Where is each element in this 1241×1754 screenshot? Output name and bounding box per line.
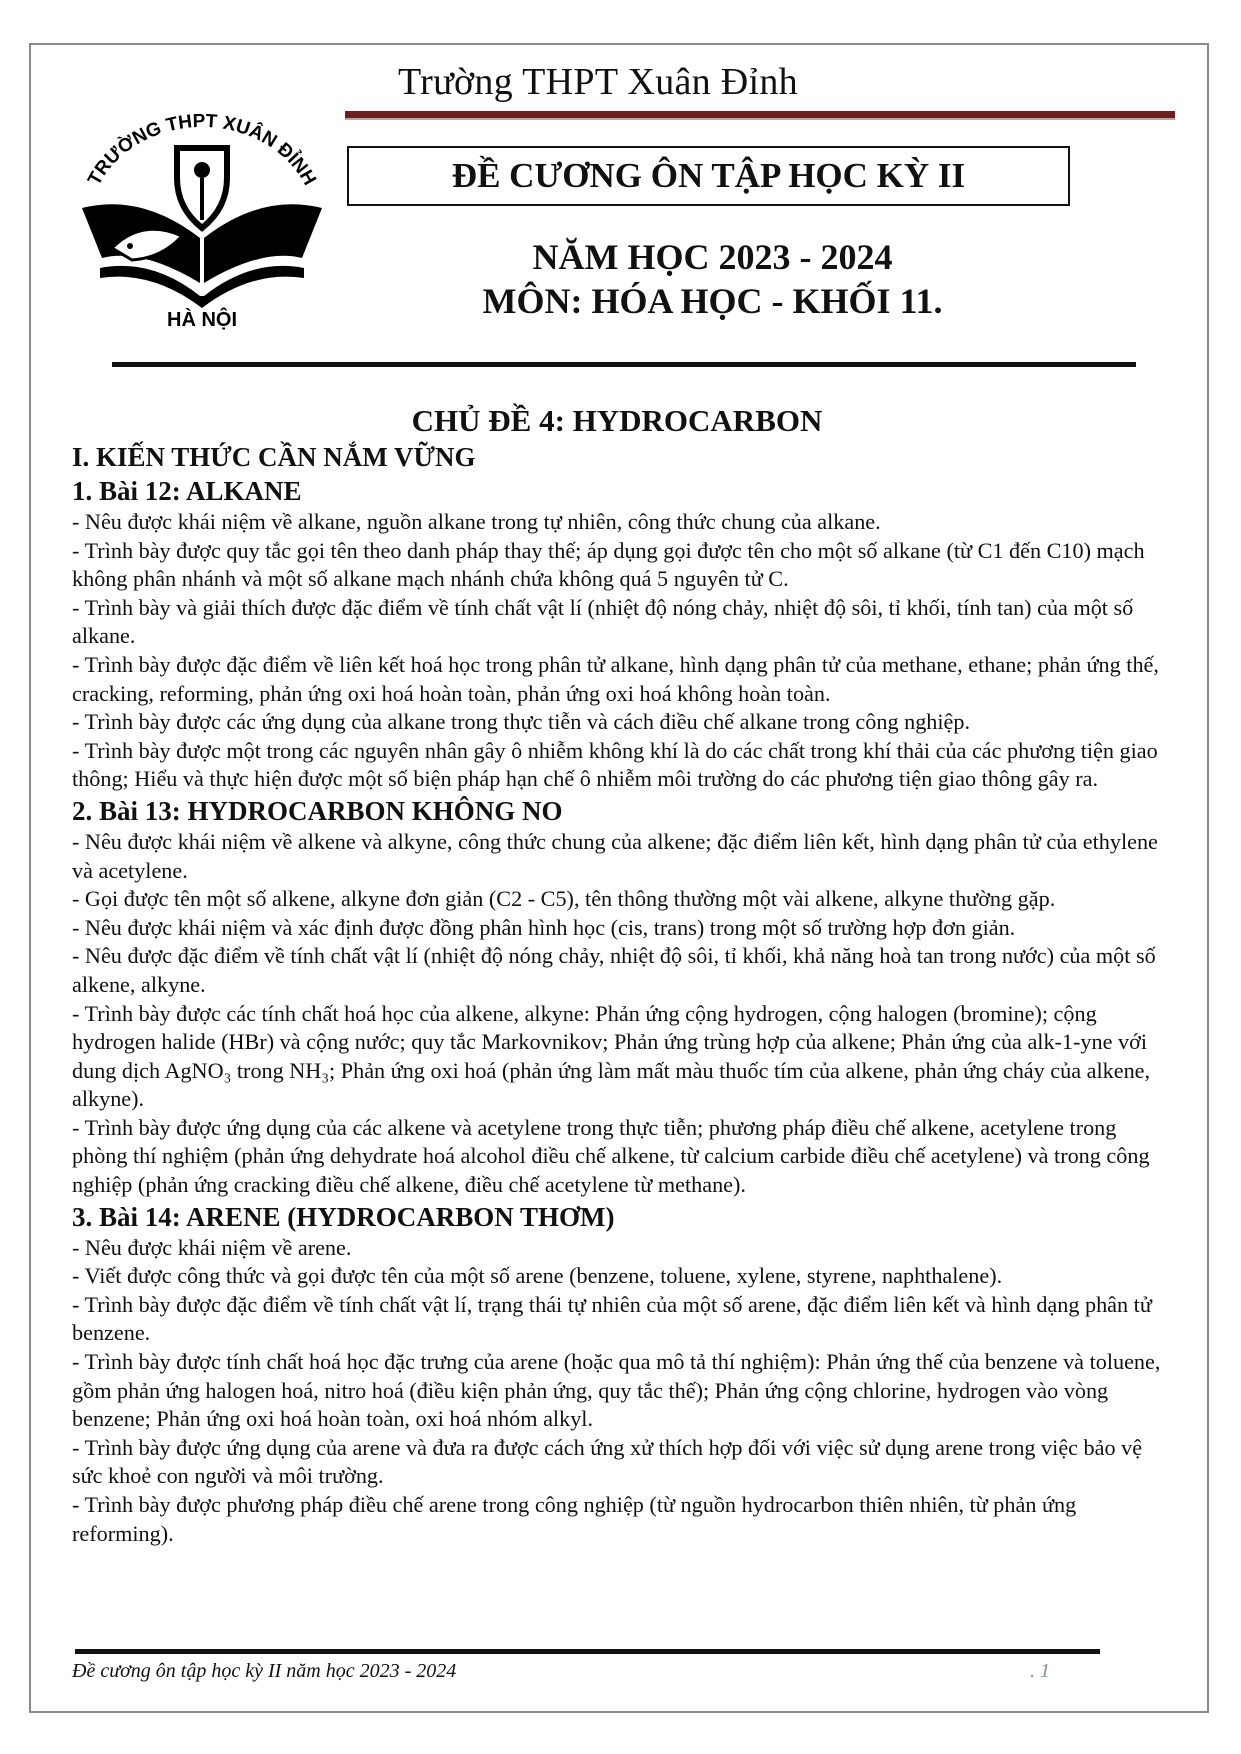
list-item: - Trình bày được tính chất hoá học đặc trưng của arene (hoặc qua mô tả thí nghiệm): Phản ứng thế của benzene và toluene, gồm phản ứng halogen hoá, nitro hoá (điều kiện phản ứng, quy tắc thế); Phản ứng cộng chlorine, hydrogen vào vòng benzene; Phản ứng oxi hoá hoàn toàn, oxi hoá nhóm alkyl. [72, 1349, 1161, 1432]
list-item: - Trình bày được các tính chất hoá học của alkene, alkyne: Phản ứng cộng hydrogen, cộng halogen (bromine); cộng hydrogen halide (HBr) và cộng nước; quy tắc Markovnikov; Phản ứng trùng hợp của alkene; Phản ứng của alk-1-yne với dung dịch AgNO₃ trong NH₃; Phản ứng oxi hoá (phản ứng làm mất màu thuốc tím của alkene, phản ứng cháy của alkene, alkyne). [72, 1000, 1151, 1112]
lesson-unsaturated-hydrocarbon [72, 794, 1172, 1200]
header-divider [112, 362, 1136, 367]
list-item: - Nêu được khái niệm về arene. [72, 1234, 352, 1260]
document-title: ĐỀ CƯƠNG ÔN TẬP HỌC KỲ II [347, 146, 1070, 206]
list-item: - Trình bày được quy tắc gọi tên theo danh pháp thay thế; áp dụng gọi được tên cho một số alkane (từ C1 đến C10) mạch không phân nhánh và một số alkane mạch nhánh chứa không quá 5 nguyên tử C. [72, 537, 1145, 592]
list-item: - Viết được công thức và gọi được tên của một số arene (benzene, toluene, xylene, styrene, naphthalene). [72, 1263, 1003, 1289]
list-item: - Trình bày được các ứng dụng của alkane trong thực tiễn và cách điều chế alkane trong công nghiệp. [72, 709, 971, 735]
document-body [72, 402, 1172, 1548]
header-rule [345, 111, 1175, 120]
school-year: NĂM HỌC 2023 - 2024 [532, 237, 893, 277]
subject-line: MÔN: HÓA HỌC - KHỐI 11. [482, 281, 943, 321]
lesson-heading: 2. Bài 13: HYDROCARBON KHÔNG NO [72, 795, 563, 826]
list-item: - Nêu được đặc điểm về tính chất vật lí (nhiệt độ nóng chảy, nhiệt độ sôi, tỉ khối, khả năng hoà tan trong nước) của một số alkene, alkyne. [72, 943, 1156, 997]
footer-text: Đề cương ôn tập học kỳ II năm học 2023 - 2024 [72, 1660, 457, 1682]
list-item: - Trình bày và giải thích được đặc điểm về tính chất vật lí (nhiệt độ nóng chảy, nhiệt độ sôi, tỉ khối, tính tan) của một số alkane. [72, 594, 1134, 649]
logo-city-text: HÀ NỘI [167, 309, 237, 331]
footer-divider [75, 1649, 1100, 1654]
list-item: - Nêu được khái niệm và xác định được đồng phân hình học (cis, trans) trong một số trường hợp đơn giản. [72, 914, 1016, 940]
lesson-arene [72, 1200, 1172, 1549]
list-item: - Trình bày được ứng dụng của các alkene và acetylene trong thực tiễn; phương pháp điều chế alkene, acetylene trong phòng thí nghiệm (phản ứng dehydrate hoá alcohol điều chế alkene, từ calcium carbide điều chế acetylene) và trong công nghiệp (phản ứng cracking điều chế alkene, điều chế acetylene từ methane). [72, 1114, 1150, 1198]
list-item: - Trình bày được đặc điểm về liên kết hoá học trong phân tử alkane, hình dạng phân tử của methane, ethane; phản ứng thế, cracking, reforming, phản ứng oxi hoá hoàn toàn, phản ứng oxi hoá không hoàn toàn. [72, 651, 1159, 706]
school-name: Trường THPT Xuân Đỉnh [398, 61, 798, 103]
part-heading: I. KIẾN THỨC CẦN NẮM VỮNG [72, 442, 476, 472]
lesson-heading: 1. Bài 12: ALKANE [72, 476, 302, 506]
list-item: - Trình bày được phương pháp điều chế arene trong công nghiệp (từ nguồn hydrocarbon thiên nhiên, từ phản ứng reforming). [72, 1492, 1077, 1546]
school-logo [72, 108, 332, 333]
list-item: - Nêu được khái niệm về alkane, nguồn alkane trong tự nhiên, công thức chung của alkane. [72, 509, 881, 534]
list-item: - Trình bày được đặc điểm về tính chất vật lí, trạng thái tự nhiên của một số arene, đặc điểm liên kết và hình dạng phân tử benzene. [72, 1291, 1152, 1346]
page-number: . 1 [1030, 1660, 1050, 1682]
lesson-heading: 3. Bài 14: ARENE (HYDROCARBON THƠM) [72, 1201, 615, 1232]
lesson-alkane [72, 474, 1172, 794]
logo-arc-text: TRƯỜNG THPT XUÂN ĐỈNH [84, 110, 320, 190]
list-item: - Gọi được tên một số alkene, alkyne đơn giản (C2 - C5), tên thông thường một vài alkene, alkyne thường gặp. [72, 886, 1056, 912]
list-item: - Trình bày được một trong các nguyên nhân gây ô nhiễm không khí là do các chất trong khí thải của các phương tiện giao thông; Hiểu và thực hiện được một số biện pháp hạn chế ô nhiễm môi trường do các phương tiện giao thông gây ra. [72, 737, 1158, 792]
list-item: - Trình bày được ứng dụng của arene và đưa ra được cách ứng xử thích hợp đối với việc sử dụng arene trong việc bảo vệ sức khoẻ con người và môi trường. [72, 1434, 1143, 1489]
list-item: - Nêu được khái niệm về alkene và alkyne, công thức chung của alkene; đặc điểm liên kết, hình dạng phân tử của ethylene và acetylene. [72, 828, 1158, 883]
topic-heading: CHỦ ĐỀ 4: HYDROCARBON [411, 403, 823, 438]
